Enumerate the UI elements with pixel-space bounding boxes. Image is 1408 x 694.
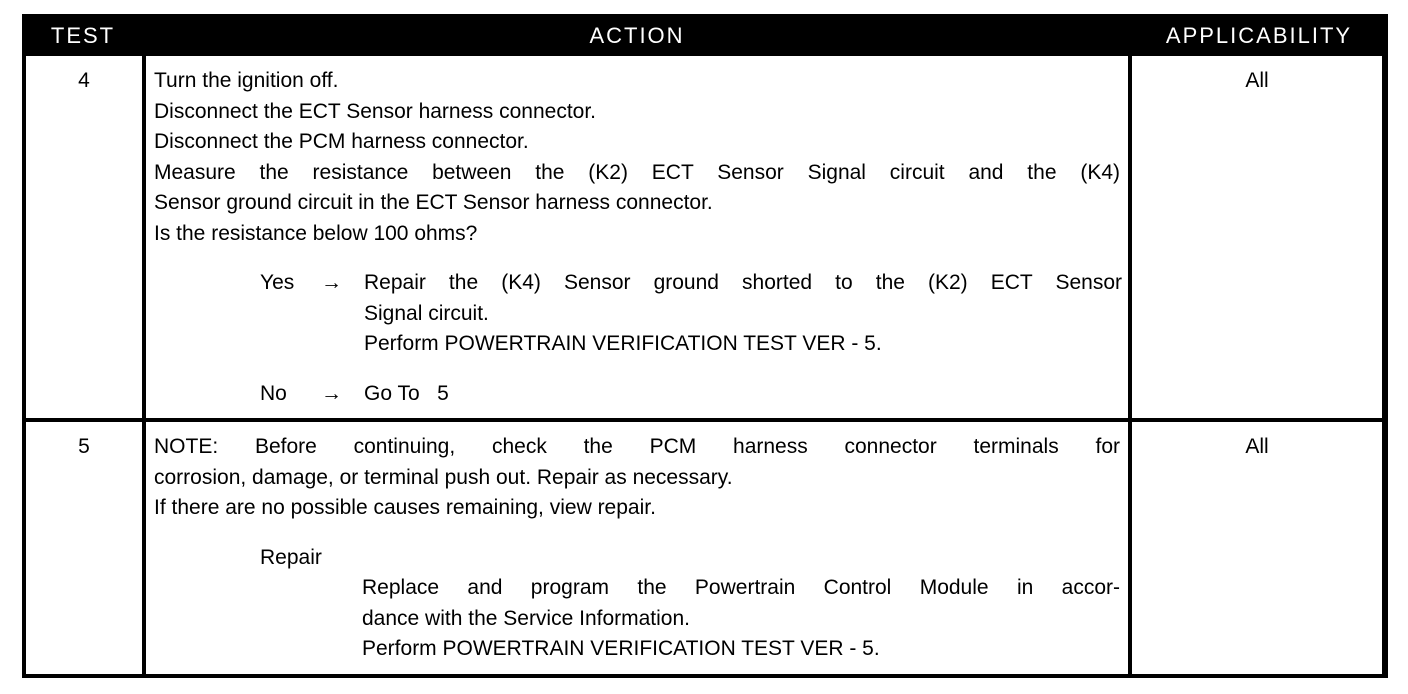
action-line: Disconnect the ECT Sensor harness connector. [154, 99, 597, 123]
applicability-4: All [1132, 56, 1382, 418]
repair-line: dance with the Service Information. [362, 606, 691, 630]
action-cell-5 [146, 422, 1128, 674]
repair-line: Perform POWERTRAIN VERIFICATION TEST VER - 5. [362, 637, 880, 660]
action-line: Measure the resistance between the (K2) ECT Sensor Signal circuit and the (K4) [154, 160, 1120, 184]
action-line: Turn the ignition off. [154, 69, 339, 92]
header-action: ACTION [589, 23, 685, 48]
yes-result-line: Perform POWERTRAIN VERIFICATION TEST VER - 5. [364, 332, 882, 355]
diagnostic-table [22, 14, 1388, 678]
test-number-5: 5 [26, 422, 142, 674]
test-number-4: 4 [26, 56, 142, 418]
repair-label: Repair [260, 545, 322, 569]
action-line: If there are no possible causes remaining, view repair. [154, 496, 656, 519]
yes-label: Yes [260, 271, 295, 294]
arrow-right-icon: → [321, 381, 342, 405]
action-cell-4 [146, 56, 1128, 418]
action-line: Disconnect the PCM harness connector. [154, 130, 529, 153]
header-test: TEST [50, 23, 116, 48]
table-header [22, 14, 1388, 56]
no-option [154, 379, 1120, 410]
yes-option [154, 268, 1120, 299]
action-line: NOTE: Before continuing, check the PCM harness connector terminals for [154, 435, 1120, 458]
applicability-5: All [1132, 422, 1382, 674]
repair-line: Replace and program the Powertrain Control Module in accor- [362, 576, 1120, 599]
yes-result-line: Repair the (K4) Sensor ground shorted to the (K2) ECT Sensor [364, 271, 1122, 294]
action-line: corrosion, damage, or terminal push out. Repair as necessary. [154, 465, 733, 489]
yes-result-line: Signal circuit. [364, 301, 489, 325]
action-line: Is the resistance below 100 ohms? [154, 221, 478, 245]
action-line: Sensor ground circuit in the ECT Sensor harness connector. [154, 191, 713, 214]
no-result: Go To 5 [364, 381, 449, 405]
arrow-right-icon: → [321, 271, 342, 294]
header-applicability: APPLICABILITY [1165, 23, 1353, 48]
no-label: No [260, 381, 287, 405]
